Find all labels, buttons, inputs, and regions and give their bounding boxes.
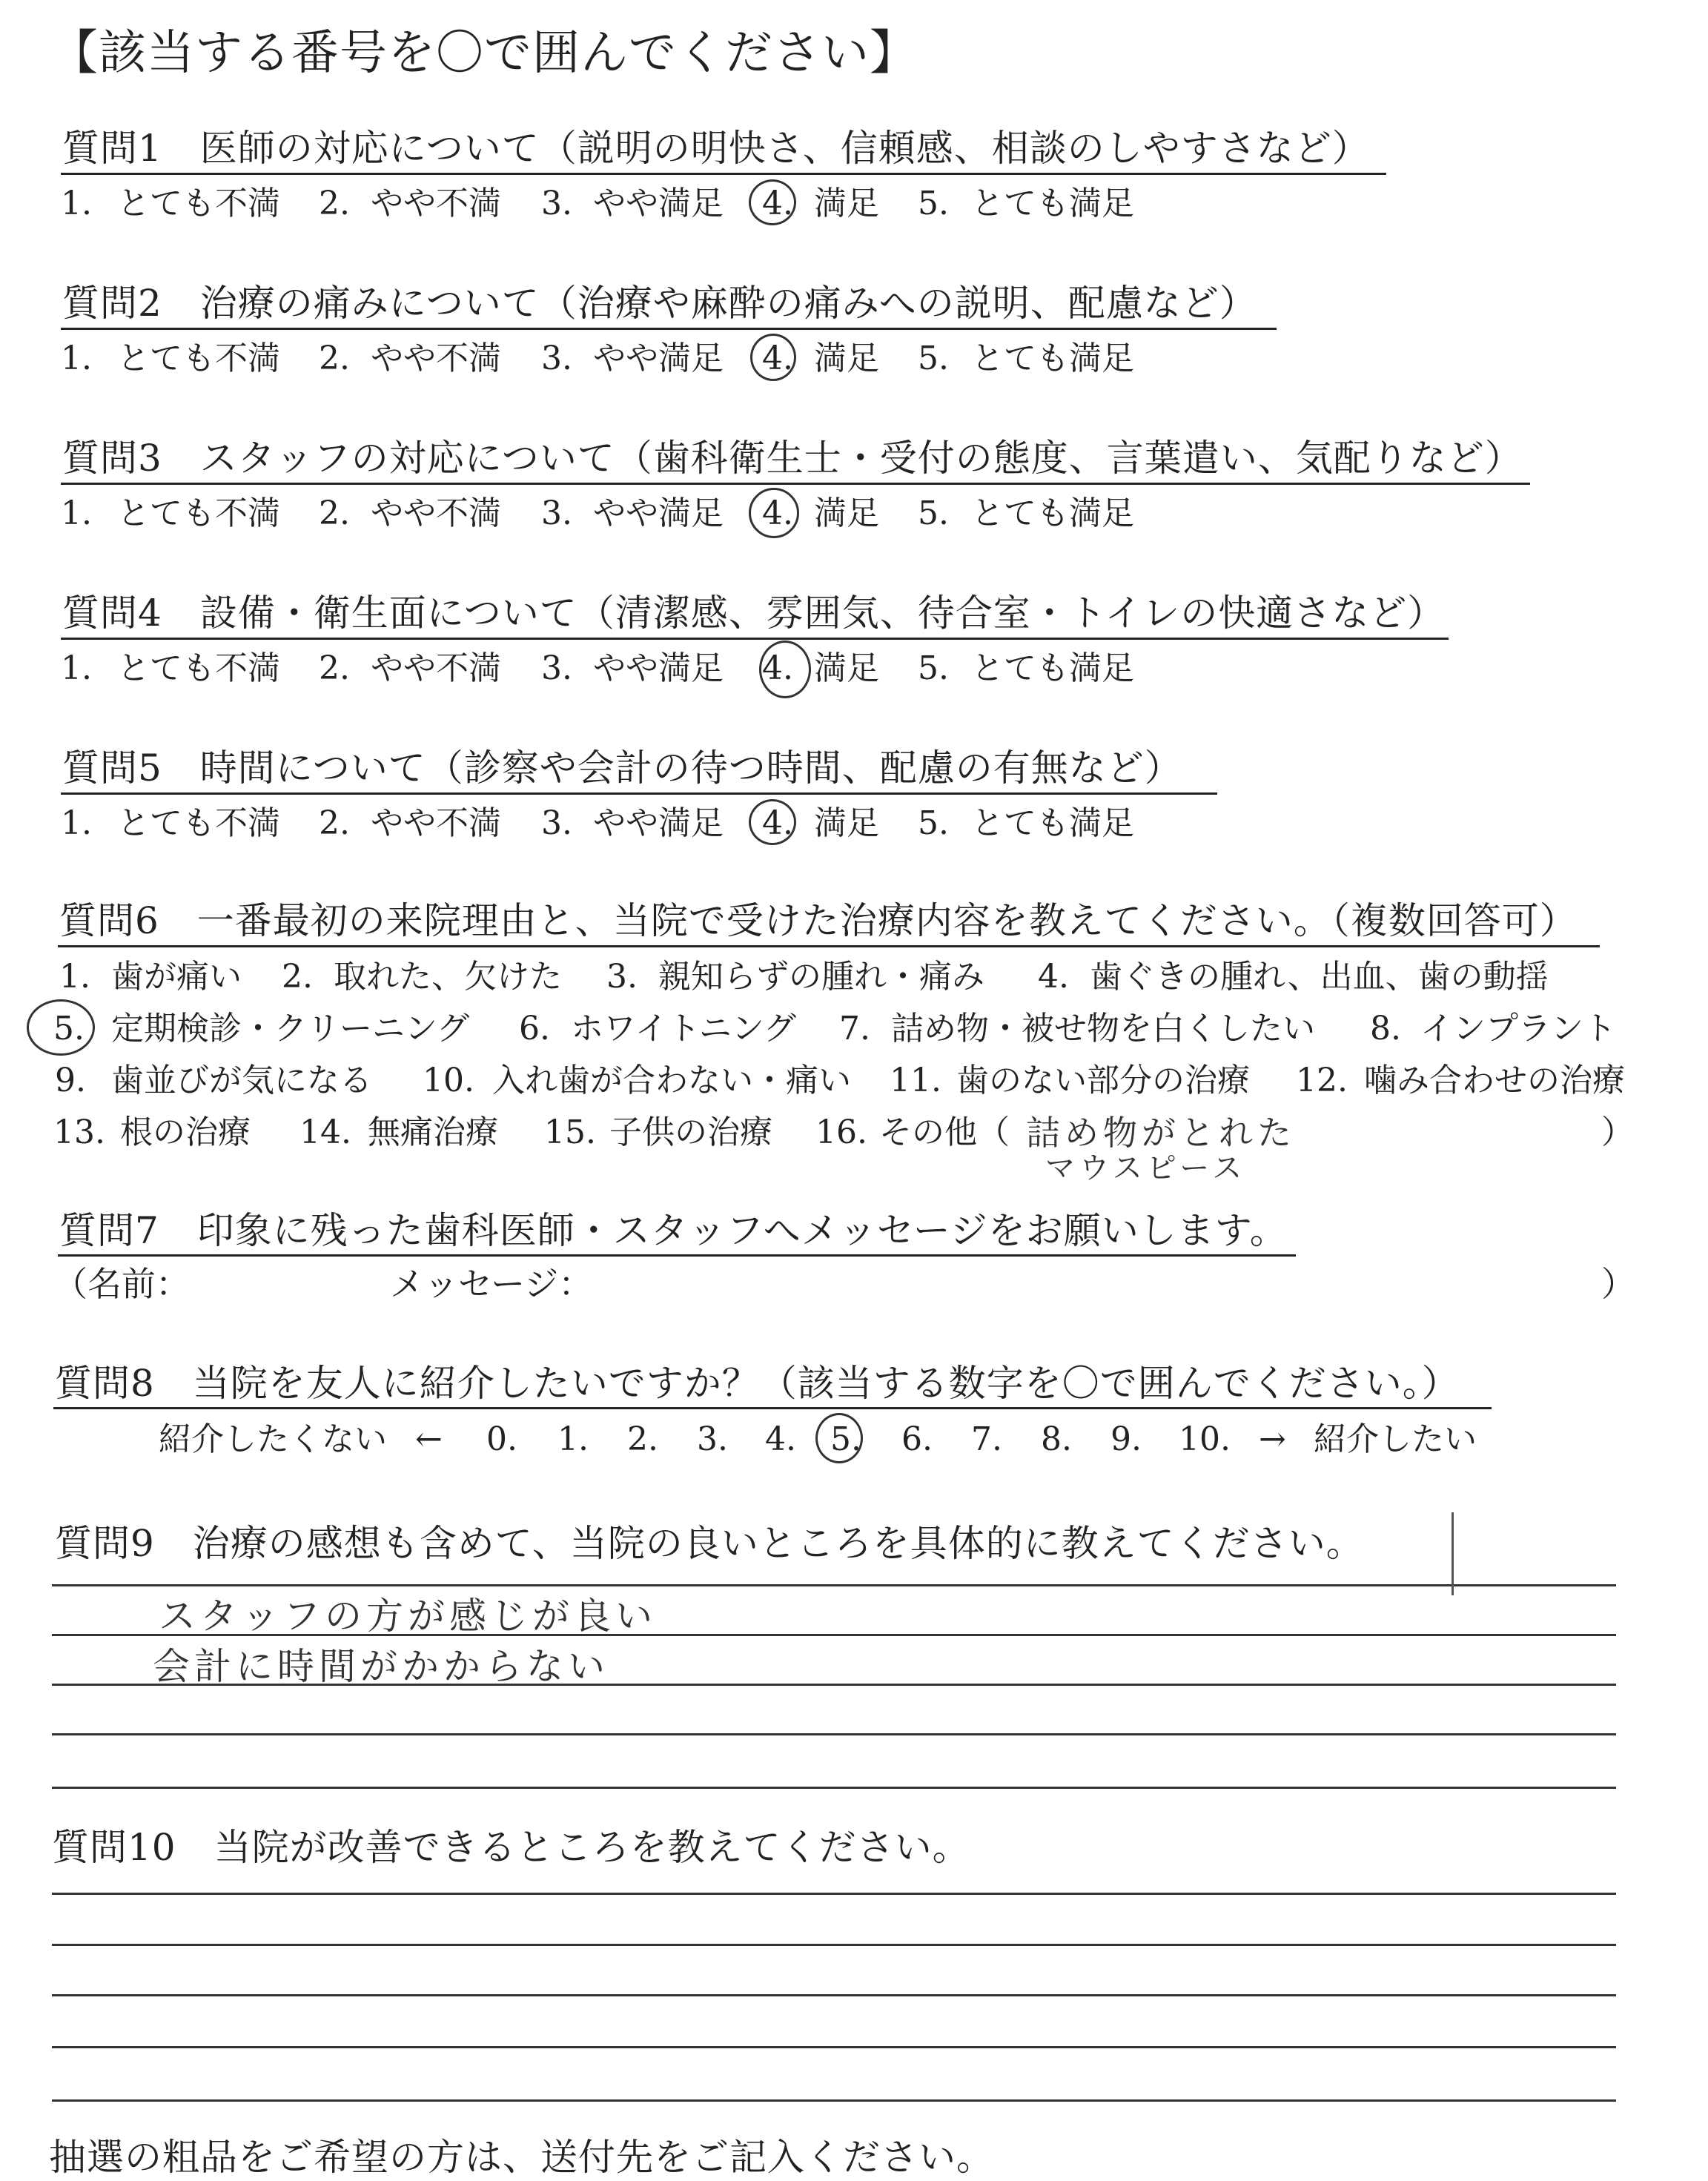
q6-opt15-number[interactable]: 15. [544,1113,596,1151]
q4-underline [61,638,1449,640]
q3-opt4-label: 満足 [814,494,879,532]
page-title: 【該当する番号を〇で囲んでください】 [50,26,918,81]
q3-opt4-number[interactable]: 4. [762,494,793,532]
q8-right-arrow: → [1259,1420,1286,1458]
q3-opt2-number[interactable]: 2. [319,494,350,532]
q4-opt2-label: やや不満 [371,649,501,687]
q3-opt3-label: やや満足 [593,494,724,532]
q9-handwritten-answer-2: 会計に時間がかからない [153,1645,609,1688]
q5-opt4-label: 満足 [814,804,879,842]
q6-opt15-label: 子供の治療 [609,1113,772,1151]
q5-title: 質問5 時間について（診察や会計の待つ時間、配慮の有無など） [62,747,1182,790]
q6-opt2-number[interactable]: 2. [282,958,313,996]
q9-answer-line-5 [52,1787,1616,1789]
q6-opt11-label: 歯のない部分の治療 [956,1062,1250,1099]
q5-opt1-label: とても不満 [117,804,280,842]
q6-opt7-number[interactable]: 7. [839,1010,870,1048]
q7-close-paren: ） [1601,1264,1635,1304]
q8-option-5[interactable]: 5. [830,1420,861,1458]
q3-opt3-number[interactable]: 3. [541,494,572,532]
q6-other-handwritten-1: 詰め物がとれた [1026,1113,1296,1153]
q8-option-6[interactable]: 6. [901,1420,933,1458]
q6-opt10-label: 入れ歯が合わない・痛い [492,1062,851,1099]
q9-handwritten-answer-1: スタッフの方が感じが良い [159,1595,657,1638]
q1-selection-circle [749,179,796,225]
q3-opt1-label: とても不満 [117,494,280,532]
q8-option-8[interactable]: 8. [1041,1420,1072,1458]
q6-opt16-label: その他（ [879,1113,1010,1151]
q10-title: 質問10 当院が改善できるところを教えてください。 [52,1826,970,1869]
q6-opt10-number[interactable]: 10. [423,1062,474,1099]
q6-opt5-number[interactable]: 5. [53,1010,85,1048]
q6-opt12-label: 噛み合わせの治療 [1364,1062,1625,1099]
q8-title: 質問8 当院を友人に紹介したいですか？（該当する数字を〇で囲んでください。） [55,1362,1460,1405]
q6-opt7-label: 詰め物・被せ物を白くしたい [891,1010,1315,1048]
q1-opt3-number[interactable]: 3. [541,185,572,222]
q6-title: 質問6 一番最初の来院理由と、当院で受けた治療内容を教えてください。（複数回答可） [59,899,1578,942]
q6-opt1-label: 歯が痛い [111,958,242,996]
q6-opt9-label: 歯並びが気になる [111,1062,372,1099]
q5-underline [61,792,1217,795]
q4-title: 質問4 設備・衛生面について（清潔感、雰囲気、待合室・トイレの快適さなど） [62,592,1446,635]
q2-opt4-number[interactable]: 4. [762,340,793,377]
q5-opt2-label: やや不満 [371,804,501,842]
q6-opt3-number[interactable]: 3. [606,958,638,996]
q6-opt2-label: 取れた、欠けた [334,958,562,996]
q5-opt3-number[interactable]: 3. [541,804,572,842]
q5-selection-circle [749,799,796,845]
q1-underline [61,173,1386,175]
q1-opt1-label: とても不満 [117,185,280,222]
q5-opt4-number[interactable]: 4. [762,804,793,842]
q8-option-9[interactable]: 9. [1110,1420,1142,1458]
q8-selection-circle [815,1413,863,1463]
q1-opt5-number[interactable]: 5. [918,185,949,222]
q8-left-label: 紹介したくない [159,1420,387,1458]
q6-opt13-number[interactable]: 13. [53,1113,105,1151]
q2-opt2-label: やや不満 [371,340,501,377]
q2-title: 質問2 治療の痛みについて（治療や麻酔の痛みへの説明、配慮など） [62,282,1257,325]
q9-answer-line-4 [52,1733,1616,1735]
q6-underline [58,945,1600,947]
q8-left-arrow: ← [415,1420,443,1458]
q6-other-handwritten-2: マウスピース [1045,1151,1247,1185]
q4-opt1-label: とても不満 [117,649,280,687]
stray-pencil-mark [1452,1512,1454,1595]
q5-opt2-number[interactable]: 2. [319,804,350,842]
q2-opt3-number[interactable]: 3. [541,340,572,377]
q3-title: 質問3 スタッフの対応について（歯科衛生士・受付の態度、言葉遣い、気配りなど） [62,437,1523,480]
q6-opt9-number[interactable]: 9. [55,1062,86,1099]
q6-other-close-paren: ） [1601,1113,1634,1151]
q10-answer-line-4 [52,2046,1616,2048]
q5-opt5-label: とても満足 [971,804,1134,842]
q2-opt1-label: とても不満 [117,340,280,377]
q6-opt14-number[interactable]: 14. [299,1113,351,1151]
q8-option-0[interactable]: 0. [486,1420,517,1458]
q3-opt5-number[interactable]: 5. [918,494,949,532]
q4-opt5-label: とても満足 [971,649,1134,687]
q6-opt8-label: インプラント [1420,1010,1616,1048]
q9-title: 質問9 治療の感想も含めて、当院の良いところを具体的に教えてください。 [55,1522,1364,1565]
q10-answer-line-3 [52,1994,1616,1996]
q2-opt3-label: やや満足 [593,340,724,377]
q1-opt1-number[interactable]: 1. [61,185,92,222]
q1-opt4-number[interactable]: 4. [762,185,793,222]
q6-selection-circle [27,999,95,1056]
q7-title: 質問7 印象に残った歯科医師・スタッフへメッセージをお願いします。 [59,1209,1288,1252]
q1-opt3-label: やや満足 [593,185,724,222]
q4-opt4-number[interactable]: 4. [762,649,793,687]
q6-opt12-number[interactable]: 12. [1296,1062,1348,1099]
q6-opt5-label: 定期検診・クリーニング [111,1010,470,1048]
q1-opt5-label: とても満足 [971,185,1134,222]
q4-opt1-number[interactable]: 1. [61,649,92,687]
q6-opt3-label: 親知らずの腫れ・痛み [658,958,984,996]
q6-opt16-number[interactable]: 16. [815,1113,867,1151]
q6-opt11-number[interactable]: 11. [890,1062,941,1099]
q3-selection-circle [749,488,799,538]
q5-opt5-number[interactable]: 5. [918,804,949,842]
q2-opt1-number[interactable]: 1. [61,340,92,377]
q6-opt6-number[interactable]: 6. [519,1010,550,1048]
q2-opt5-label: とても満足 [971,340,1134,377]
q6-opt14-label: 無痛治療 [368,1113,498,1151]
q3-opt1-number[interactable]: 1. [61,494,92,532]
q6-opt4-number[interactable]: 4. [1038,958,1069,996]
q6-opt8-number[interactable]: 8. [1370,1010,1401,1048]
q5-opt1-number[interactable]: 1. [61,804,92,842]
q8-option-7[interactable]: 7. [971,1420,1002,1458]
q7-name-label: （名前： [53,1264,190,1304]
q4-opt3-number[interactable]: 3. [541,649,572,687]
q2-selection-circle [750,334,796,381]
q4-selection-circle [759,641,811,698]
footer-text: 抽選の粗品をご希望の方は、送付先をご記入ください。 [49,2136,994,2179]
q8-option-10[interactable]: 10. [1179,1420,1231,1458]
q1-title: 質問1 医師の対応について（説明の明快さ、信頼感、相談のしやすさなど） [62,127,1370,170]
q1-opt4-label: 満足 [814,185,879,222]
q2-opt4-label: 満足 [814,340,879,377]
q2-underline [61,328,1277,330]
q4-opt2-number[interactable]: 2. [319,649,350,687]
q7-underline [58,1254,1296,1257]
q5-opt3-label: やや満足 [593,804,724,842]
q2-opt2-number[interactable]: 2. [319,340,350,377]
q3-opt5-label: とても満足 [971,494,1134,532]
q7-message-label: メッセージ： [390,1264,593,1304]
q1-opt2-label: やや不満 [371,185,501,222]
q8-option-4[interactable]: 4. [765,1420,796,1458]
q3-underline [61,483,1530,485]
q4-opt5-number[interactable]: 5. [918,649,949,687]
q8-right-label: 紹介したい [1314,1420,1477,1458]
q10-answer-line-5 [52,2099,1616,2102]
q6-opt13-label: 根の治療 [120,1113,251,1151]
q1-opt2-number[interactable]: 2. [319,185,350,222]
q6-opt6-label: ホワイトニング [571,1010,797,1048]
q6-opt4-label: 歯ぐきの腫れ、出血、歯の動揺 [1090,958,1549,996]
q2-opt5-number[interactable]: 5. [918,340,949,377]
q4-opt4-label: 満足 [814,649,879,687]
q3-opt2-label: やや不満 [371,494,501,532]
q10-answer-line-1 [52,1893,1616,1895]
q8-option-1[interactable]: 1. [557,1420,589,1458]
q8-underline [53,1407,1492,1409]
q4-opt3-label: やや満足 [593,649,724,687]
q10-answer-line-2 [52,1944,1616,1946]
q8-option-2[interactable]: 2. [627,1420,658,1458]
q8-option-3[interactable]: 3. [697,1420,728,1458]
q6-opt1-number[interactable]: 1. [59,958,90,996]
